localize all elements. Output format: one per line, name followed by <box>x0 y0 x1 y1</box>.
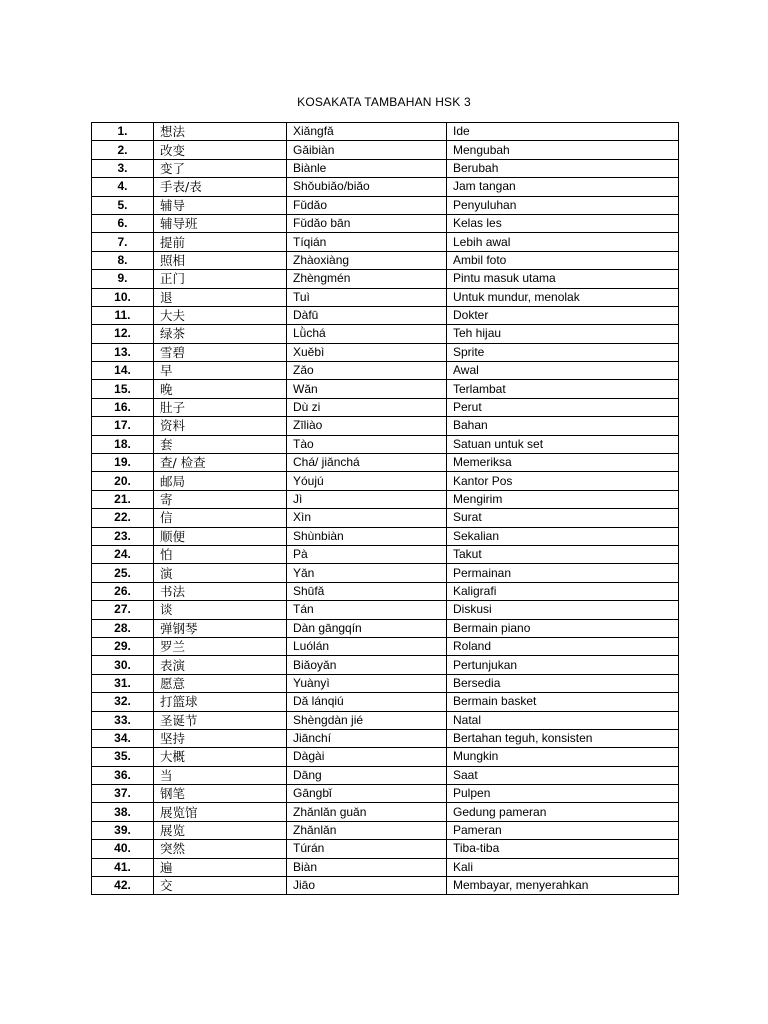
pinyin-cell: Chá/ jiǎnchá <box>287 454 447 472</box>
pinyin-cell: Xìn <box>287 509 447 527</box>
pinyin-cell: Jì <box>287 490 447 508</box>
hanzi-cell: 照相 <box>154 251 287 269</box>
pinyin-cell: Dàfū <box>287 306 447 324</box>
vocabulary-table-body <box>92 123 679 895</box>
row-number: 27. <box>92 601 154 619</box>
pinyin-cell: Gāngbǐ <box>287 785 447 803</box>
meaning-cell: Kelas les <box>447 214 679 232</box>
meaning-cell: Kantor Pos <box>447 472 679 490</box>
meaning-cell: Membayar, menyerahkan <box>447 877 679 895</box>
meaning-cell: Sekalian <box>447 527 679 545</box>
table-row <box>92 343 679 361</box>
hanzi-cell: 弹钢琴 <box>154 619 287 637</box>
row-number: 17. <box>92 417 154 435</box>
meaning-cell: Pulpen <box>447 785 679 803</box>
meaning-cell: Kali <box>447 858 679 876</box>
pinyin-cell: Tuì <box>287 288 447 306</box>
hanzi-cell: 大夫 <box>154 306 287 324</box>
table-row <box>92 288 679 306</box>
pinyin-cell: Shǒubiǎo/biǎo <box>287 178 447 196</box>
meaning-cell: Bertahan teguh, konsisten <box>447 729 679 747</box>
meaning-cell: Satuan untuk set <box>447 435 679 453</box>
vocabulary-table <box>91 122 679 895</box>
hanzi-cell: 辅导班 <box>154 214 287 232</box>
pinyin-cell: Dàgài <box>287 748 447 766</box>
row-number: 12. <box>92 325 154 343</box>
pinyin-cell: Xuěbì <box>287 343 447 361</box>
row-number: 16. <box>92 398 154 416</box>
hanzi-cell: 谈 <box>154 601 287 619</box>
row-number: 33. <box>92 711 154 729</box>
meaning-cell: Takut <box>447 545 679 563</box>
hanzi-cell: 邮局 <box>154 472 287 490</box>
pinyin-cell: Dāng <box>287 766 447 784</box>
hanzi-cell: 雪碧 <box>154 343 287 361</box>
row-number: 42. <box>92 877 154 895</box>
table-row <box>92 196 679 214</box>
pinyin-cell: Fǔdǎo bān <box>287 214 447 232</box>
meaning-cell: Jam tangan <box>447 178 679 196</box>
table-row <box>92 214 679 232</box>
table-row <box>92 454 679 472</box>
table-row <box>92 582 679 600</box>
pinyin-cell: Shūfǎ <box>287 582 447 600</box>
meaning-cell: Bahan <box>447 417 679 435</box>
meaning-cell: Natal <box>447 711 679 729</box>
meaning-cell: Ambil foto <box>447 251 679 269</box>
hanzi-cell: 书法 <box>154 582 287 600</box>
table-row <box>92 877 679 895</box>
row-number: 10. <box>92 288 154 306</box>
row-number: 14. <box>92 362 154 380</box>
hanzi-cell: 退 <box>154 288 287 306</box>
pinyin-cell: Túrán <box>287 840 447 858</box>
hanzi-cell: 打篮球 <box>154 693 287 711</box>
row-number: 5. <box>92 196 154 214</box>
hanzi-cell: 当 <box>154 766 287 784</box>
row-number: 36. <box>92 766 154 784</box>
row-number: 32. <box>92 693 154 711</box>
table-row <box>92 564 679 582</box>
pinyin-cell: Biàn <box>287 858 447 876</box>
table-row <box>92 619 679 637</box>
row-number: 4. <box>92 178 154 196</box>
table-row <box>92 656 679 674</box>
table-row <box>92 123 679 141</box>
table-row <box>92 251 679 269</box>
meaning-cell: Mengirim <box>447 490 679 508</box>
row-number: 23. <box>92 527 154 545</box>
meaning-cell: Penyuluhan <box>447 196 679 214</box>
hanzi-cell: 顺便 <box>154 527 287 545</box>
row-number: 19. <box>92 454 154 472</box>
pinyin-cell: Wǎn <box>287 380 447 398</box>
meaning-cell: Awal <box>447 362 679 380</box>
meaning-cell: Saat <box>447 766 679 784</box>
pinyin-cell: Zǎo <box>287 362 447 380</box>
table-row <box>92 803 679 821</box>
row-number: 7. <box>92 233 154 251</box>
row-number: 29. <box>92 637 154 655</box>
meaning-cell: Teh hijau <box>447 325 679 343</box>
row-number: 25. <box>92 564 154 582</box>
table-row <box>92 711 679 729</box>
row-number: 39. <box>92 821 154 839</box>
meaning-cell: Diskusi <box>447 601 679 619</box>
pinyin-cell: Pà <box>287 545 447 563</box>
pinyin-cell: Jiāo <box>287 877 447 895</box>
table-row <box>92 490 679 508</box>
row-number: 24. <box>92 545 154 563</box>
meaning-cell: Berubah <box>447 159 679 177</box>
hanzi-cell: 寄 <box>154 490 287 508</box>
row-number: 20. <box>92 472 154 490</box>
pinyin-cell: Biǎoyǎn <box>287 656 447 674</box>
hanzi-cell: 想法 <box>154 123 287 141</box>
row-number: 11. <box>92 306 154 324</box>
table-row <box>92 509 679 527</box>
meaning-cell: Bersedia <box>447 674 679 692</box>
pinyin-cell: Fǔdǎo <box>287 196 447 214</box>
meaning-cell: Pintu masuk utama <box>447 270 679 288</box>
hanzi-cell: 变了 <box>154 159 287 177</box>
meaning-cell: Mungkin <box>447 748 679 766</box>
hanzi-cell: 晚 <box>154 380 287 398</box>
row-number: 9. <box>92 270 154 288</box>
pinyin-cell: Tán <box>287 601 447 619</box>
row-number: 26. <box>92 582 154 600</box>
hanzi-cell: 辅导 <box>154 196 287 214</box>
pinyin-cell: Zhǎnlǎn <box>287 821 447 839</box>
table-row <box>92 674 679 692</box>
row-number: 30. <box>92 656 154 674</box>
row-number: 38. <box>92 803 154 821</box>
hanzi-cell: 展览馆 <box>154 803 287 821</box>
pinyin-cell: Lǜchá <box>287 325 447 343</box>
hanzi-cell: 交 <box>154 877 287 895</box>
meaning-cell: Dokter <box>447 306 679 324</box>
table-row <box>92 380 679 398</box>
pinyin-cell: Zhèngmén <box>287 270 447 288</box>
meaning-cell: Permainan <box>447 564 679 582</box>
table-row <box>92 766 679 784</box>
table-row <box>92 545 679 563</box>
row-number: 8. <box>92 251 154 269</box>
meaning-cell: Ide <box>447 123 679 141</box>
pinyin-cell: Yǎn <box>287 564 447 582</box>
table-row <box>92 141 679 159</box>
hanzi-cell: 大概 <box>154 748 287 766</box>
meaning-cell: Tiba-tiba <box>447 840 679 858</box>
hanzi-cell: 圣诞节 <box>154 711 287 729</box>
pinyin-cell: Shèngdàn jié <box>287 711 447 729</box>
table-row <box>92 362 679 380</box>
table-row <box>92 159 679 177</box>
pinyin-cell: Xiǎngfǎ <box>287 123 447 141</box>
table-row <box>92 601 679 619</box>
hanzi-cell: 肚子 <box>154 398 287 416</box>
row-number: 3. <box>92 159 154 177</box>
row-number: 13. <box>92 343 154 361</box>
meaning-cell: Pertunjukan <box>447 656 679 674</box>
table-row <box>92 729 679 747</box>
hanzi-cell: 正门 <box>154 270 287 288</box>
table-row <box>92 233 679 251</box>
table-row <box>92 821 679 839</box>
table-row <box>92 527 679 545</box>
pinyin-cell: Zhǎnlǎn guǎn <box>287 803 447 821</box>
pinyin-cell: Jiānchí <box>287 729 447 747</box>
row-number: 18. <box>92 435 154 453</box>
table-row <box>92 325 679 343</box>
row-number: 6. <box>92 214 154 232</box>
pinyin-cell: Tíqián <box>287 233 447 251</box>
meaning-cell: Memeriksa <box>447 454 679 472</box>
pinyin-cell: Dàn gāngqín <box>287 619 447 637</box>
hanzi-cell: 套 <box>154 435 287 453</box>
table-row <box>92 398 679 416</box>
table-row <box>92 417 679 435</box>
hanzi-cell: 突然 <box>154 840 287 858</box>
hanzi-cell: 坚持 <box>154 729 287 747</box>
hanzi-cell: 罗兰 <box>154 637 287 655</box>
table-row <box>92 270 679 288</box>
pinyin-cell: Gǎibiàn <box>287 141 447 159</box>
row-number: 31. <box>92 674 154 692</box>
table-row <box>92 693 679 711</box>
table-row <box>92 306 679 324</box>
table-row <box>92 858 679 876</box>
table-row <box>92 435 679 453</box>
meaning-cell: Pameran <box>447 821 679 839</box>
document-title: KOSAKATA TAMBAHAN HSK 3 <box>297 95 471 109</box>
meaning-cell: Surat <box>447 509 679 527</box>
pinyin-cell: Dǎ lánqiú <box>287 693 447 711</box>
table-row <box>92 840 679 858</box>
table-row <box>92 748 679 766</box>
hanzi-cell: 怕 <box>154 545 287 563</box>
meaning-cell: Kaligrafi <box>447 582 679 600</box>
hanzi-cell: 遍 <box>154 858 287 876</box>
hanzi-cell: 表演 <box>154 656 287 674</box>
table-row <box>92 472 679 490</box>
hanzi-cell: 查/ 检查 <box>154 454 287 472</box>
pinyin-cell: Zīliào <box>287 417 447 435</box>
row-number: 41. <box>92 858 154 876</box>
pinyin-cell: Tào <box>287 435 447 453</box>
hanzi-cell: 展览 <box>154 821 287 839</box>
table-row <box>92 178 679 196</box>
meaning-cell: Mengubah <box>447 141 679 159</box>
hanzi-cell: 提前 <box>154 233 287 251</box>
pinyin-cell: Luólán <box>287 637 447 655</box>
row-number: 28. <box>92 619 154 637</box>
hanzi-cell: 手表/表 <box>154 178 287 196</box>
meaning-cell: Roland <box>447 637 679 655</box>
pinyin-cell: Biànle <box>287 159 447 177</box>
row-number: 1. <box>92 123 154 141</box>
hanzi-cell: 信 <box>154 509 287 527</box>
row-number: 2. <box>92 141 154 159</box>
hanzi-cell: 绿茶 <box>154 325 287 343</box>
hanzi-cell: 演 <box>154 564 287 582</box>
meaning-cell: Untuk mundur, menolak <box>447 288 679 306</box>
row-number: 35. <box>92 748 154 766</box>
meaning-cell: Gedung pameran <box>447 803 679 821</box>
table-row <box>92 637 679 655</box>
row-number: 40. <box>92 840 154 858</box>
meaning-cell: Perut <box>447 398 679 416</box>
hanzi-cell: 改变 <box>154 141 287 159</box>
table-row <box>92 785 679 803</box>
pinyin-cell: Shùnbiàn <box>287 527 447 545</box>
hanzi-cell: 愿意 <box>154 674 287 692</box>
row-number: 34. <box>92 729 154 747</box>
hanzi-cell: 钢笔 <box>154 785 287 803</box>
row-number: 37. <box>92 785 154 803</box>
pinyin-cell: Yuànyì <box>287 674 447 692</box>
meaning-cell: Bermain basket <box>447 693 679 711</box>
meaning-cell: Bermain piano <box>447 619 679 637</box>
pinyin-cell: Yóujú <box>287 472 447 490</box>
pinyin-cell: Dù zi <box>287 398 447 416</box>
hanzi-cell: 资料 <box>154 417 287 435</box>
row-number: 21. <box>92 490 154 508</box>
row-number: 22. <box>92 509 154 527</box>
meaning-cell: Lebih awal <box>447 233 679 251</box>
pinyin-cell: Zhàoxiàng <box>287 251 447 269</box>
meaning-cell: Sprite <box>447 343 679 361</box>
row-number: 15. <box>92 380 154 398</box>
meaning-cell: Terlambat <box>447 380 679 398</box>
hanzi-cell: 早 <box>154 362 287 380</box>
